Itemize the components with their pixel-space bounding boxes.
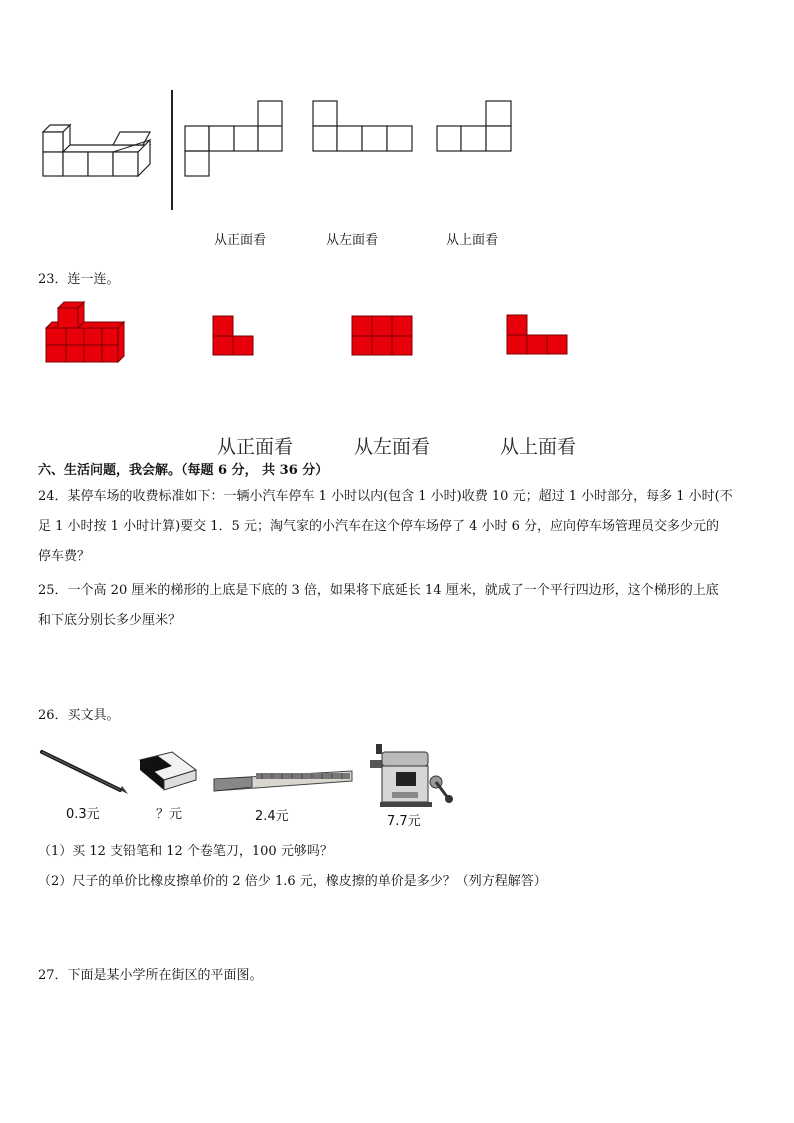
- pencil-sharpener-icon: [370, 742, 454, 810]
- q26-sub1: （1）买 12 支铅笔和 12 个卷笔刀，100 元够吗？: [38, 844, 333, 859]
- ruler-price: 2.4元: [255, 809, 289, 824]
- q25-text: [38, 576, 758, 636]
- q23-red-view-c: [506, 314, 568, 356]
- q23-label-top: 从上面看: [500, 436, 577, 458]
- divider-line: [171, 90, 173, 210]
- q23-label-front: 从正面看: [217, 436, 294, 458]
- q24-line3: 停车费？: [38, 549, 91, 564]
- q22-label-front: 从正面看: [214, 233, 267, 248]
- pencil-icon: [40, 748, 130, 796]
- q24-line2: 足 1 小时按 1 小时计算)要交 1．5 元；淘气家的小汽车在这个停车场停了 4 小时 6 分，应向停车场管理员交多少元的: [38, 519, 720, 534]
- section6-heading: 六、生活问题，我会解。（每题 6 分， 共 36 分）: [38, 463, 329, 478]
- q23-red-view-a: [212, 315, 256, 357]
- q23-red-solid: [44, 302, 128, 364]
- q22-label-top: 从上面看: [446, 233, 499, 248]
- sharpener-price: 7.7元: [387, 814, 421, 829]
- q24-line1: 24．某停车场的收费标准如下：一辆小汽车停车 1 小时以内(包含 1 小时)收费 10 元；超过 1 小时部分，每多 1 小时(不: [38, 489, 733, 504]
- q23-label-left: 从左面看: [354, 436, 431, 458]
- eraser-icon: [136, 752, 200, 792]
- q26-sub2: （2）尺子的单价比橡皮擦单价的 2 倍少 1.6 元，橡皮擦的单价是多少？（列方程解答）: [38, 874, 547, 889]
- q24-text: [38, 482, 758, 572]
- q22-cube-figure: [40, 120, 160, 182]
- q22-label-left: 从左面看: [326, 233, 379, 248]
- q23-red-view-b: [351, 315, 413, 357]
- q25-line2: 和下底分别长多少厘米？: [38, 613, 182, 628]
- pencil-price: 0.3元: [66, 807, 100, 822]
- q22-view-b: [312, 100, 414, 154]
- q27-title: 27．下面是某小学所在街区的平面图。: [38, 968, 263, 983]
- q25-line1: 25．一个高 20 厘米的梯形的上底是下底的 3 倍，如果将下底延长 14 厘米，就成了一个平行四边形，这个梯形的上底: [38, 583, 719, 598]
- ruler-icon: [212, 765, 354, 795]
- q22-view-a: [184, 100, 284, 178]
- eraser-price: ？元: [156, 807, 183, 822]
- q22-view-c: [436, 100, 514, 154]
- q23-title: 23．连一连。: [38, 272, 120, 287]
- q26-title: 26．买文具。: [38, 708, 120, 723]
